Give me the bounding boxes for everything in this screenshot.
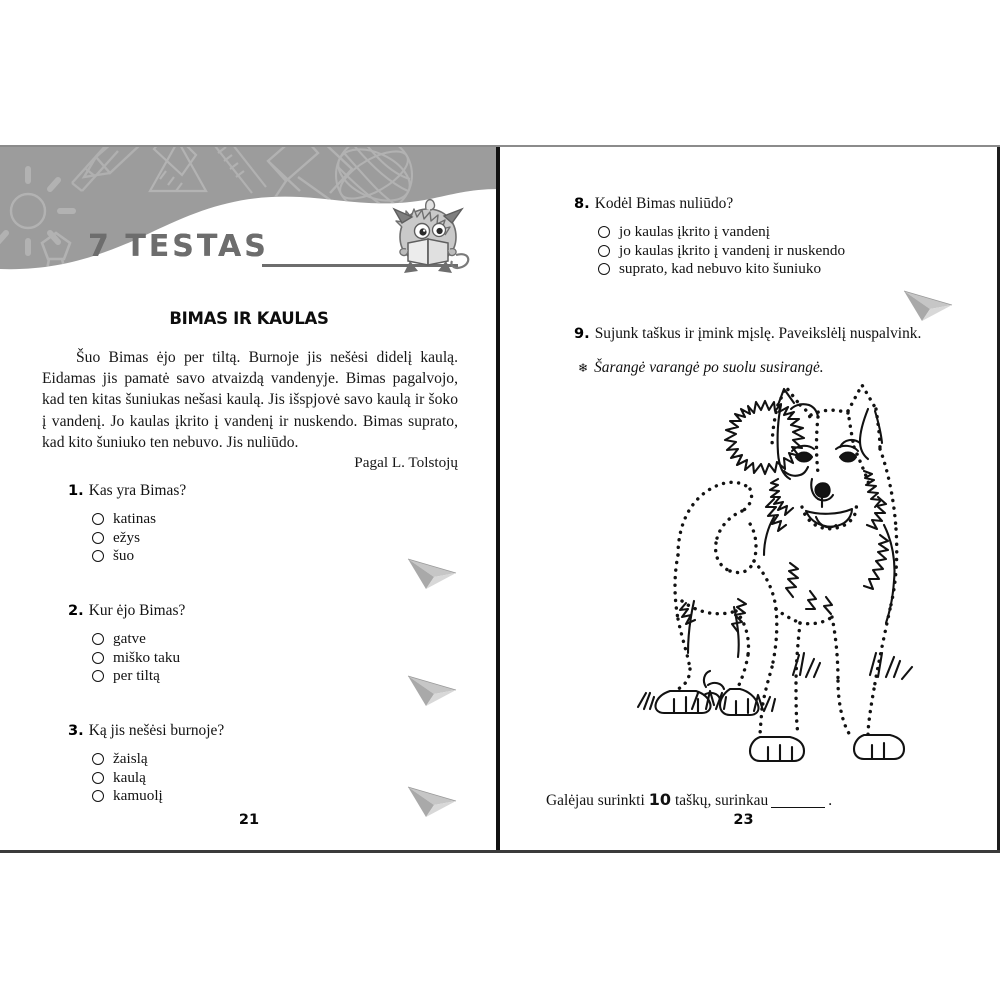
score-blank-field[interactable] <box>771 807 825 808</box>
score-middle: taškų, surinkau <box>675 792 769 809</box>
left-page <box>0 147 498 850</box>
question-heading-8 <box>574 195 994 213</box>
radio-bubble-icon[interactable] <box>92 790 104 802</box>
paper-plane-icon <box>404 670 460 710</box>
page-number-right: 23 <box>733 812 754 828</box>
question-heading-3 <box>68 722 468 740</box>
option-item[interactable] <box>92 529 468 548</box>
question-heading-2 <box>68 602 468 620</box>
option-label: šuo <box>113 547 135 565</box>
question-text-3: Ką jis nešėsi burnoje? <box>88 722 225 739</box>
radio-bubble-icon[interactable] <box>92 513 104 525</box>
radio-bubble-icon[interactable] <box>92 532 104 544</box>
page-title: 7 TESTAS <box>88 229 269 264</box>
question-text-9: Sujunk taškus ir įmink mįslę. Paveikslėlį nuspalvink. <box>594 325 922 342</box>
paper-plane-icon <box>404 553 460 593</box>
radio-bubble-icon[interactable] <box>598 245 610 257</box>
option-item[interactable] <box>598 260 994 279</box>
radio-bubble-icon[interactable] <box>92 772 104 784</box>
option-item[interactable] <box>598 242 994 261</box>
page-number-left: 21 <box>238 812 260 828</box>
question-block-8 <box>574 195 994 279</box>
option-label: žaislą <box>113 750 148 768</box>
radio-bubble-icon[interactable] <box>598 226 610 238</box>
option-item[interactable] <box>92 649 468 668</box>
score-line <box>546 790 832 810</box>
option-label: kamuolį <box>113 787 163 805</box>
score-max-points: 10 <box>648 790 671 809</box>
option-label: miško taku <box>113 648 181 666</box>
radio-bubble-icon[interactable] <box>92 753 104 765</box>
radio-bubble-icon[interactable] <box>598 263 610 275</box>
question-number-1: 1. <box>68 482 84 499</box>
option-label: ežys <box>113 528 140 546</box>
option-label: katinas <box>113 510 157 528</box>
question-text-1: Kas yra Bimas? <box>88 482 187 499</box>
question-number-2: 2. <box>68 602 84 619</box>
option-label: per tiltą <box>113 667 160 685</box>
radio-bubble-icon[interactable] <box>92 550 104 562</box>
option-item[interactable] <box>92 510 468 529</box>
option-label: gatve <box>113 630 146 648</box>
story-body-text: Šuo Bimas ėjo per tiltą. Burnoje jis nešėsi didelį kaulą. Eidamas jis pamatė savo atvaizdą vandenyje. Bimas pagalvojo, kad ten kitas šuniukas nešasi kaulą. Jis išspjovė savo kaulą ir šoko į vandenį. Jo kaulas įkrito į vandenį ir nuskendo. Bimas suprato, kad kito šuniuko ten nebuvo. Jis nuliūdo. <box>42 349 458 451</box>
option-list-8 <box>598 223 994 279</box>
dog-reading-book-icon <box>382 197 474 283</box>
question-number-8: 8. <box>574 195 590 212</box>
question-text-2: Kur ėjo Bimas? <box>88 602 186 619</box>
option-label: kaulą <box>113 768 146 786</box>
score-suffix: . <box>828 792 833 809</box>
book-spread <box>0 145 1000 853</box>
option-item[interactable] <box>598 223 994 242</box>
question-text-8: Kodėl Bimas nuliūdo? <box>594 195 734 212</box>
option-label: jo kaulas įkrito į vandenį ir nuskendo <box>619 241 846 259</box>
radio-bubble-icon[interactable] <box>92 633 104 645</box>
question-number-3: 3. <box>68 722 84 739</box>
option-item[interactable] <box>92 750 468 769</box>
test-title-row <box>0 219 498 283</box>
question-block-9 <box>574 325 1000 343</box>
option-item[interactable] <box>92 630 468 649</box>
question-heading-9 <box>574 325 1000 343</box>
option-label: suprato, kad nebuvo kito šuniuko <box>619 260 822 278</box>
option-label: jo kaulas įkrito į vandenį <box>619 223 770 241</box>
score-prefix: Galėjau surinkti <box>546 792 645 809</box>
question-heading-1 <box>68 482 468 500</box>
flower-bullet-icon: ❄ <box>578 361 589 375</box>
right-page <box>500 147 1000 850</box>
story-title: BIMAS IR KAULAS <box>169 309 329 328</box>
question-number-9: 9. <box>574 325 590 342</box>
radio-bubble-icon[interactable] <box>92 652 104 664</box>
story-credit: Pagal L. Tolstojų <box>354 454 458 471</box>
riddle-text: Šarangė varangė po suolu susirangė. <box>594 359 824 376</box>
paper-plane-icon <box>900 285 956 325</box>
radio-bubble-icon[interactable] <box>92 670 104 682</box>
dot-to-dot-dog-drawing <box>578 375 978 777</box>
